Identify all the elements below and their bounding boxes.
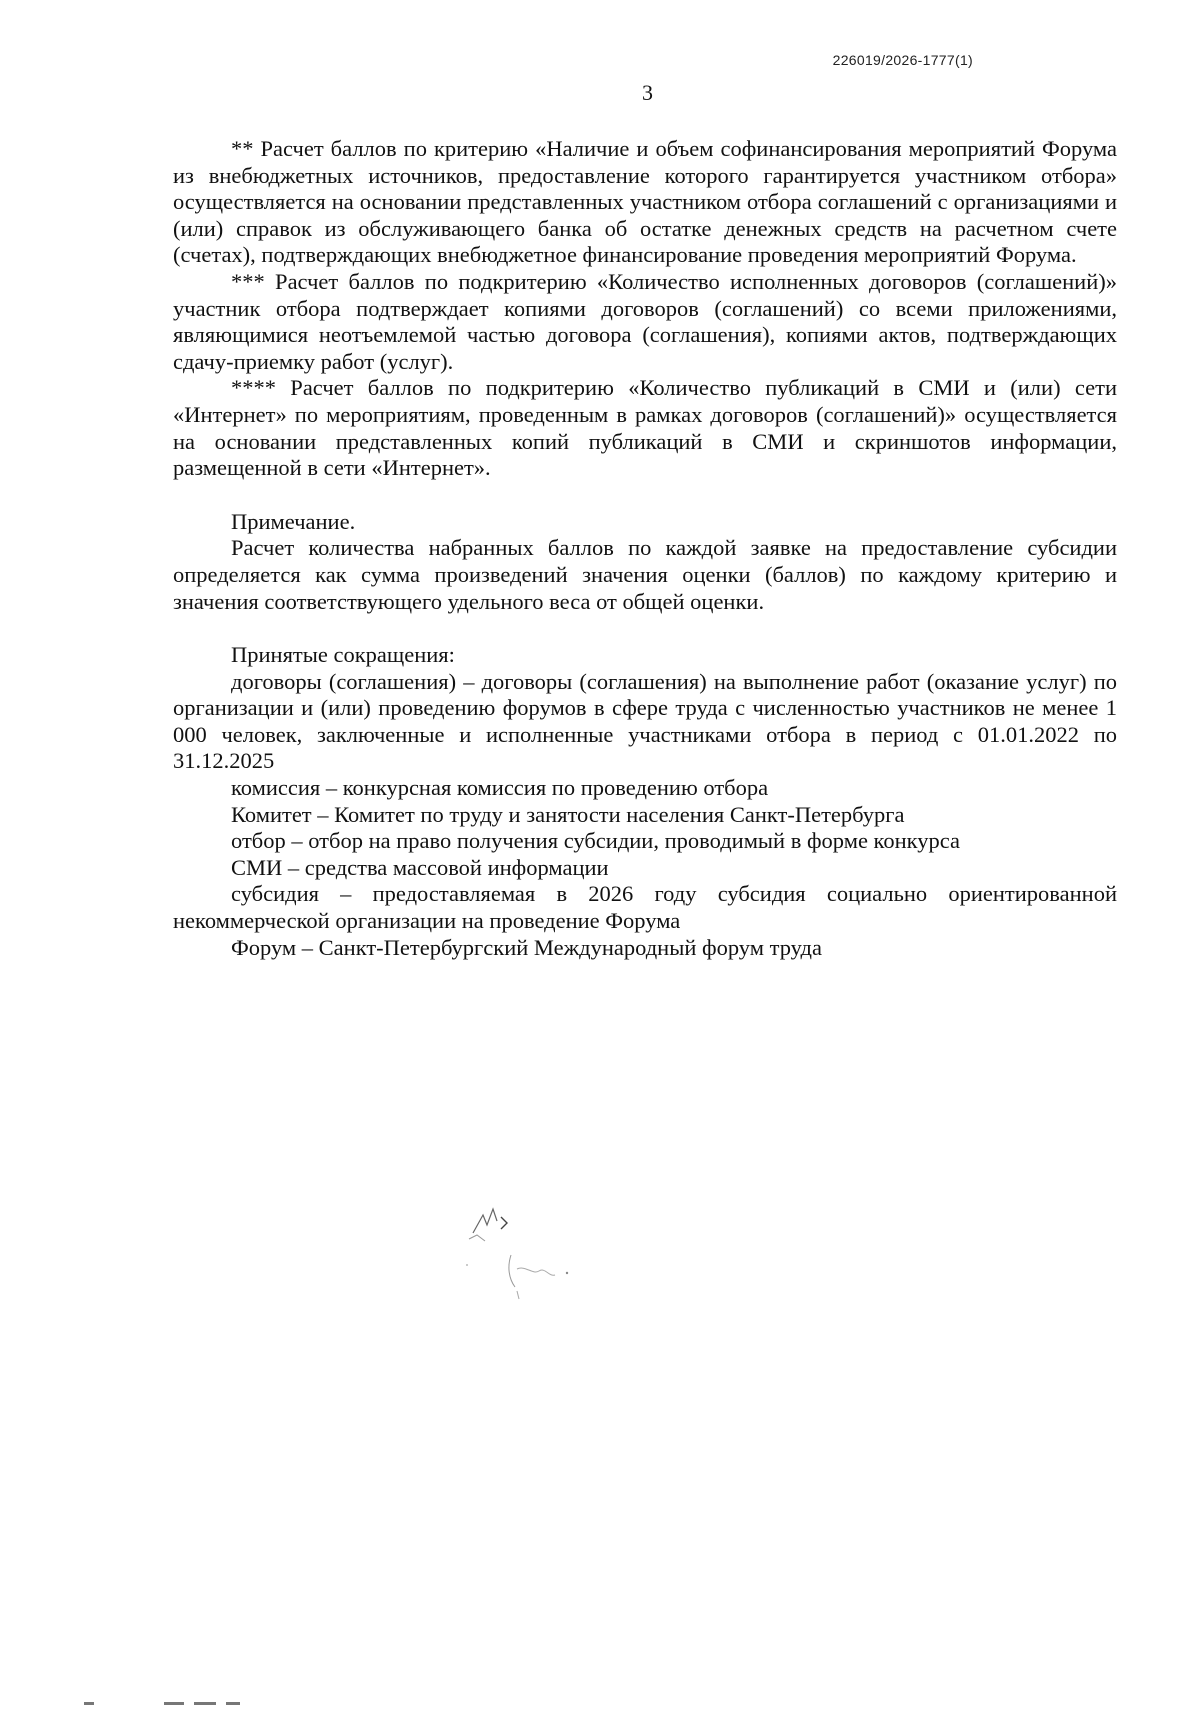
top-scan-marks [800,0,980,2]
abbreviation-item: Комитет – Комитет по труду и занятости населения Санкт-Петербурга [231,801,905,827]
footnote-double-asterisk: ** Расчет баллов по критерию «Наличие и объем софинансирования мероприятий Форума из внебюджетных источников, предоставление которого гарантируется участником отбора» осуществляется на основании представленных участником отбора соглашений с организациями и (или) справок из обслуживающего банка об остатке денежных средств на расчетном счете (счетах), подтверждающих внебюджетное финансирование проведения мероприятий Форума. [173,136,1117,268]
document-body [173,136,1117,961]
page-number: 3 [642,80,653,105]
abbreviation-item: Форум – Санкт-Петербургский Международный форум труда [231,934,822,960]
abbreviation-item: договоры (соглашения) – договоры (соглашения) на выполнение работ (оказание услуг) по организации и (или) проведению форумов в сфере труда с численностью участников не менее 1 000 человек, заключенные и исполненные участниками отбора в период с 01.01.2022 по 31.12.2025 [173,668,1117,774]
note-heading: Примечание. [231,508,356,534]
abbreviations-heading: Принятые сокращения: [231,642,455,668]
footnote-triple-asterisk: *** Расчет баллов по подкритерию «Количество исполненных договоров (соглашений)» участник отбора подтверждает копиями договоров (соглашений) со всеми приложениями, являющимися неотъемлемой частью договора (соглашения), копиями актов, подтверждающих сдачу-приемку работ (услуг). [173,268,1117,374]
footnote-quad-asterisk: **** Расчет баллов по подкритерию «Количество публикаций в СМИ и (или) сети «Интернет» по мероприятиям, проведенным в рамках договоров (соглашений)» осуществляется на основании представленных копий публикаций в СМИ и скриншотов информации, размещенной в сети «Интернет». [173,375,1117,481]
document-id: 226019/2026-1777(1) [832,52,973,68]
footer-scan-marks [84,1700,284,1710]
abbreviation-item: комиссия – конкурсная комиссия по проведению отбора [231,775,769,801]
abbreviation-item: субсидия – предоставляемая в 2026 году субсидия социально ориентированной некоммерческой организации на проведение Форума [173,881,1117,934]
signature-mark [455,1195,605,1315]
abbreviation-item: СМИ – средства массовой информации [231,854,609,880]
abbreviation-item: отбор – отбор на право получения субсидии, проводимый в форме конкурса [231,828,960,854]
note-text: Расчет количества набранных баллов по каждой заявке на предоставление субсидии определяется как сумма произведений значения оценки (баллов) по каждому критерию и значения соответствующего удельного веса от общей оценки. [173,535,1117,614]
